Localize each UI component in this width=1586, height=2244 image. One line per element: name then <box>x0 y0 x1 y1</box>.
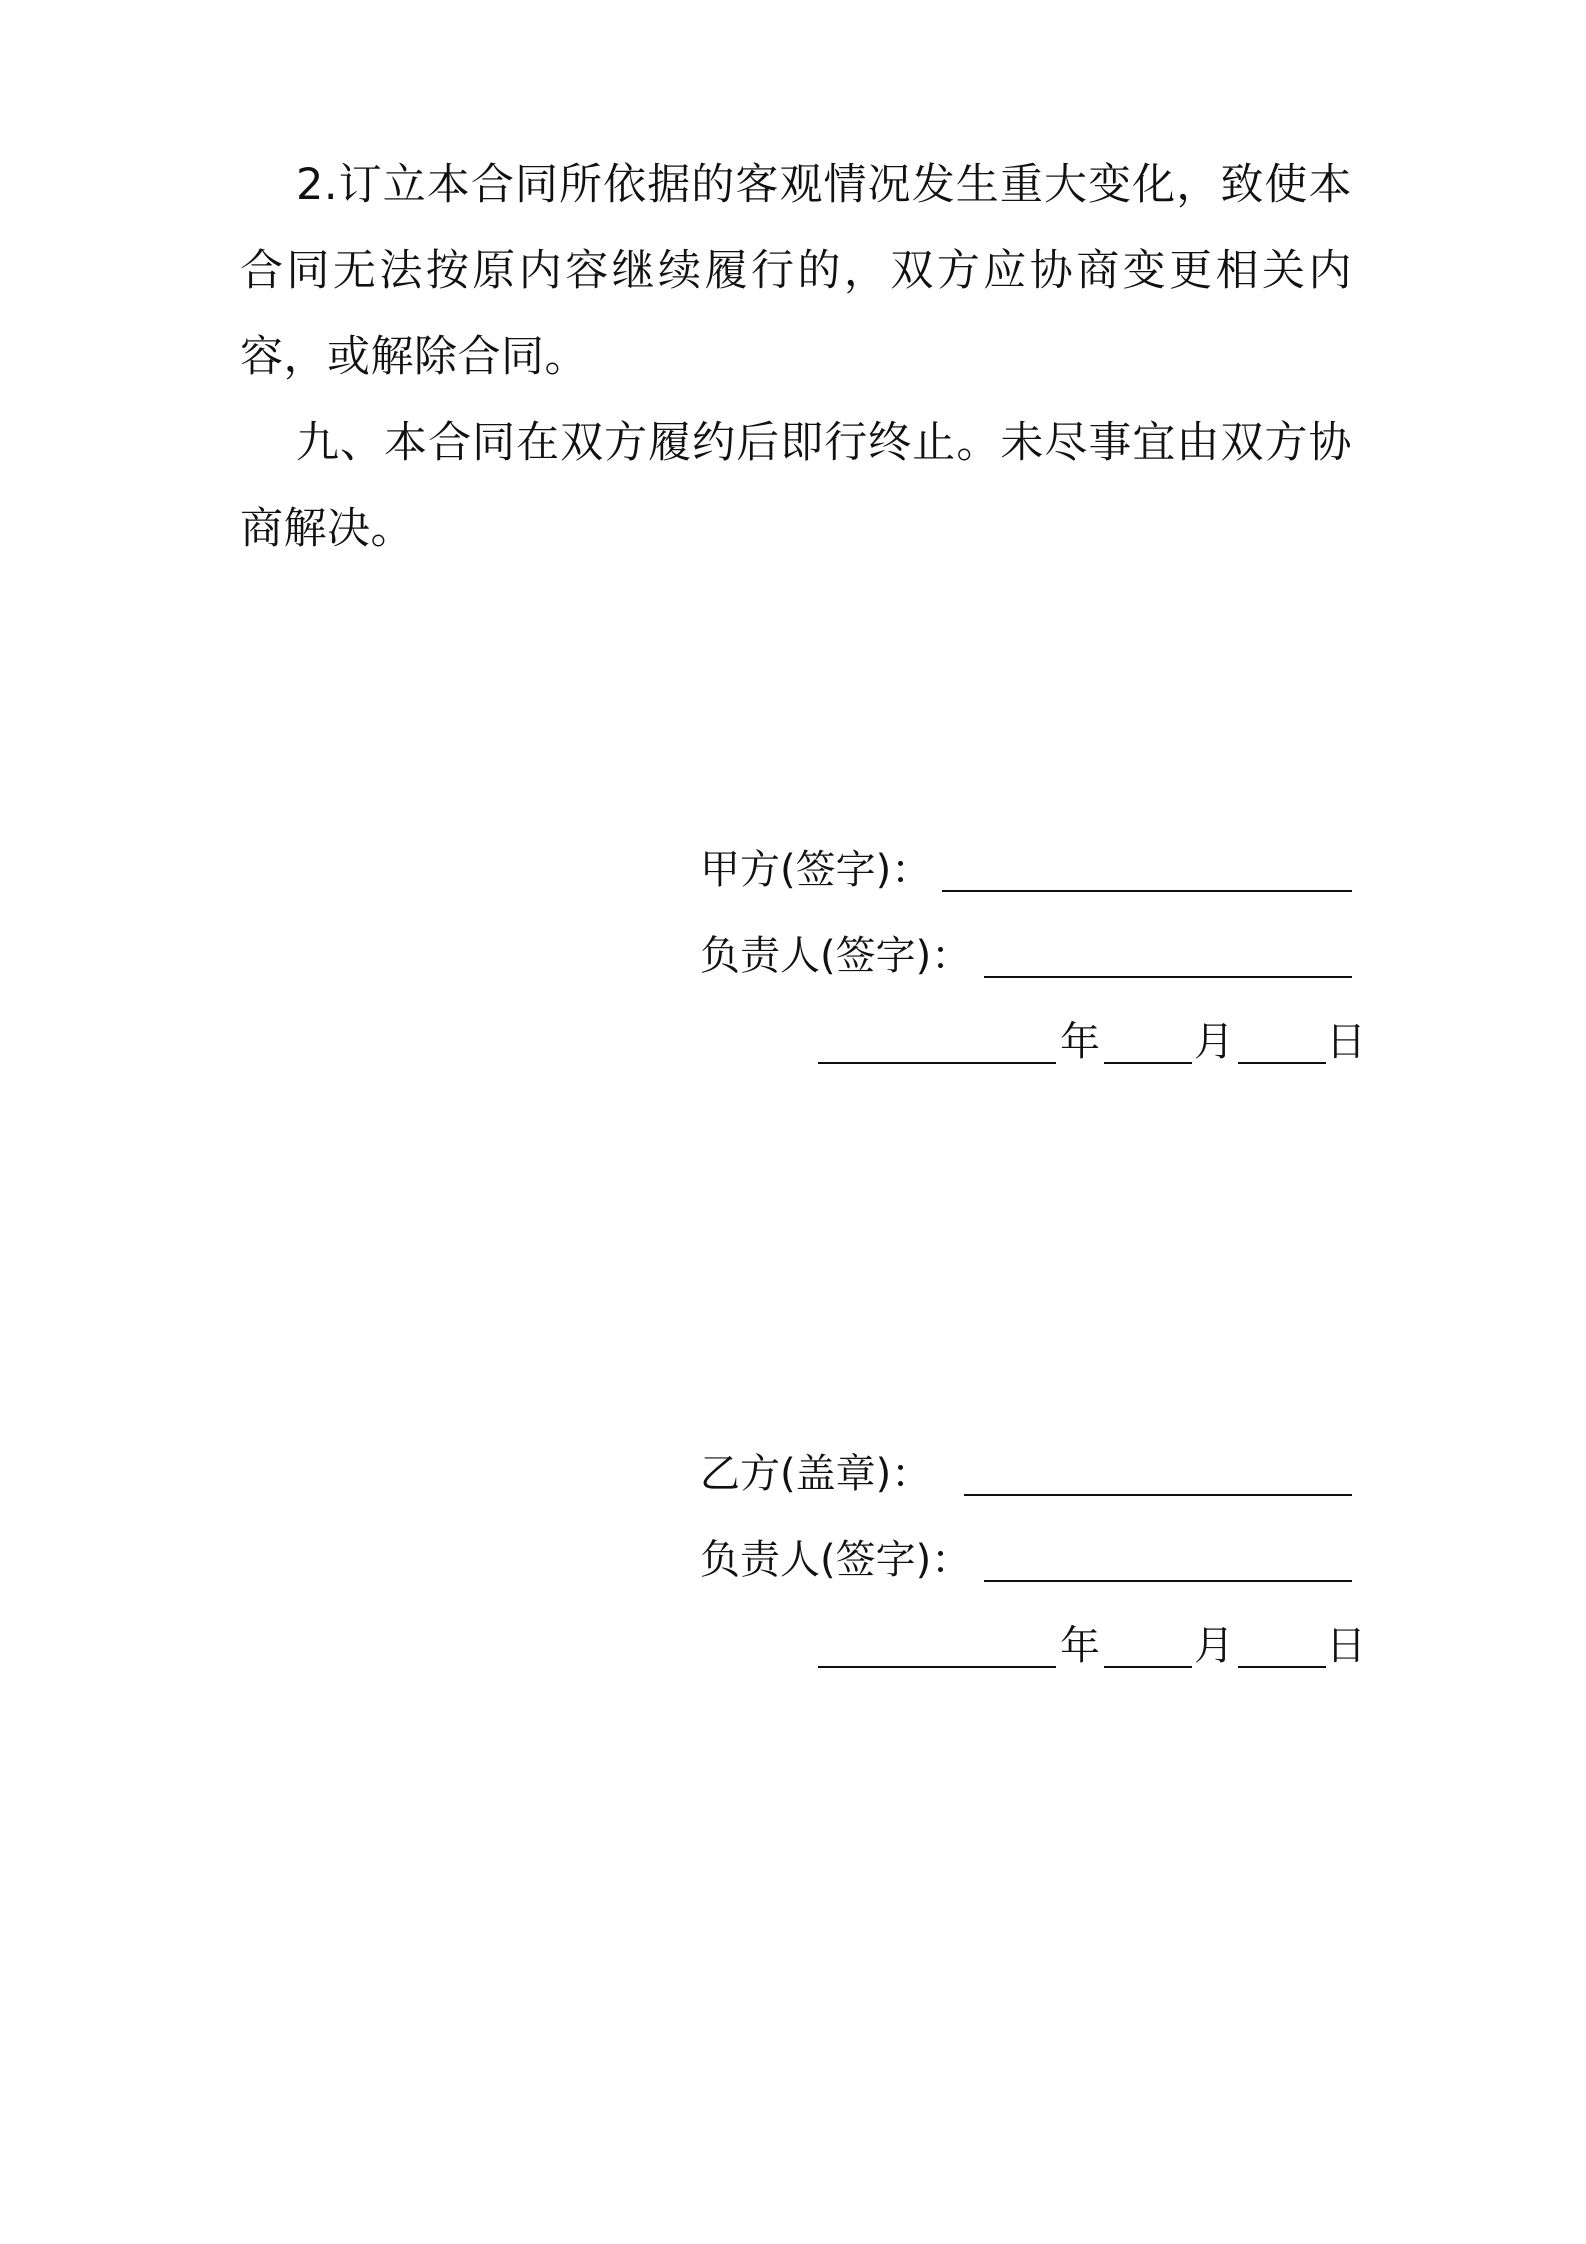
party-b-date-row <box>700 1614 1366 1678</box>
party-a-rep-row <box>700 924 1352 988</box>
party-a-date-row <box>700 1010 1366 1074</box>
party-a-sign-label: 甲方(签字)： <box>700 847 932 893</box>
clause-nine-paragraph: 九、本合同在双方履约后即行终止。未尽事宜由双方协商解决。 <box>240 418 1352 554</box>
party-b-day-line[interactable] <box>1238 1666 1326 1668</box>
party-b-sign-row <box>700 1442 1352 1506</box>
party-b-rep-row <box>700 1528 1352 1592</box>
party-b-year-label: 年 <box>1060 1623 1100 1669</box>
party-a-rep-line[interactable] <box>984 976 1352 978</box>
party-a-year-label: 年 <box>1060 1019 1100 1065</box>
party-b-stamp-line[interactable] <box>964 1494 1352 1496</box>
party-a-rep-label: 负责人(签字)： <box>700 933 972 979</box>
party-b-month-label: 月 <box>1194 1623 1234 1669</box>
party-a-month-line[interactable] <box>1104 1062 1192 1064</box>
party-a-sign-line[interactable] <box>942 890 1352 892</box>
party-b-day-label: 日 <box>1326 1623 1366 1669</box>
party-a-day-line[interactable] <box>1238 1062 1326 1064</box>
party-b-rep-label: 负责人(签字)： <box>700 1537 972 1583</box>
party-a-day-label: 日 <box>1326 1019 1366 1065</box>
clause-paragraph: 2.订立本合同所依据的客观情况发生重大变化，致使本合同无法按原内容继续履行的，双方应协商变更相关内容，或解除合同。 <box>240 160 1352 382</box>
party-b-year-line[interactable] <box>818 1666 1056 1668</box>
party-b-rep-line[interactable] <box>984 1580 1352 1582</box>
party-b-stamp-label: 乙方(盖章)： <box>700 1451 932 1497</box>
party-b-month-line[interactable] <box>1104 1666 1192 1668</box>
party-a-year-line[interactable] <box>818 1062 1056 1064</box>
party-a-month-label: 月 <box>1194 1019 1234 1065</box>
party-a-sign-row <box>700 838 1352 902</box>
